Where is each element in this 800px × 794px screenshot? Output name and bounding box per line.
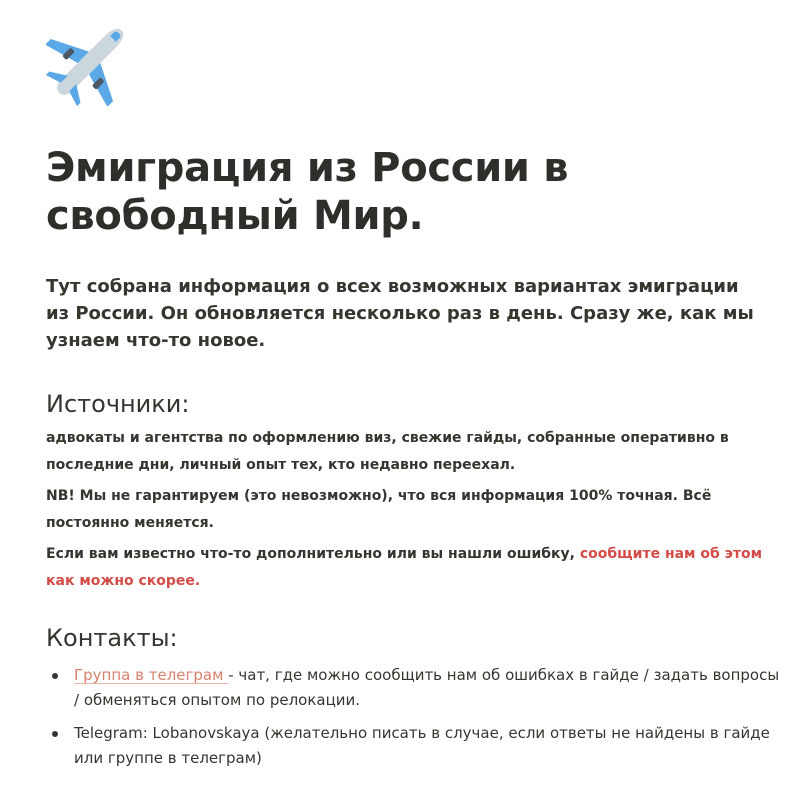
list-item-text: Telegram: Lobanovskaya (желательно писать в случае, если ответы не найдены в гайде или группе в телеграм) [74,724,770,767]
report-error-text: Если вам известно что-то дополнительно или вы нашли ошибку, [46,546,580,562]
contacts-heading: Контакты: [46,624,178,652]
telegram-group-link[interactable]: Группа в телеграм [74,666,229,684]
sources-heading: Источники: [46,390,190,418]
contacts-list [46,663,786,771]
lead-paragraph: Тут собрана информация о всех возможных вариантах эмиграции из России. Он обновляется несколько раз в день. Сразу же, как мы узнаем что-то новое. [46,276,754,351]
report-error-link[interactable]: сообщите нам об этом как можно скорее. [46,546,763,589]
list-item [46,663,786,713]
report-error-paragraph [46,541,786,595]
bullet-icon [52,673,58,679]
disclaimer-paragraph: NB! Мы не гарантируем (это невозможно), что вся информация 100% точная. Всё постоянно меняется. [46,488,712,531]
list-item [46,721,786,771]
bullet-icon [52,731,58,737]
sources-paragraph: адвокаты и агентства по оформлению виз, свежие гайды, собранные оперативно в последние дни, личный опыт тех, кто недавно переехал. [46,430,729,473]
page-title: Эмиграция из России в свободный Мир. [46,145,569,239]
airplane-icon [46,20,132,106]
list-item-text: - чат, где можно сообщить нам об ошибках в гайде / задать вопросы / обменяться опытом по релокации. [74,666,780,709]
